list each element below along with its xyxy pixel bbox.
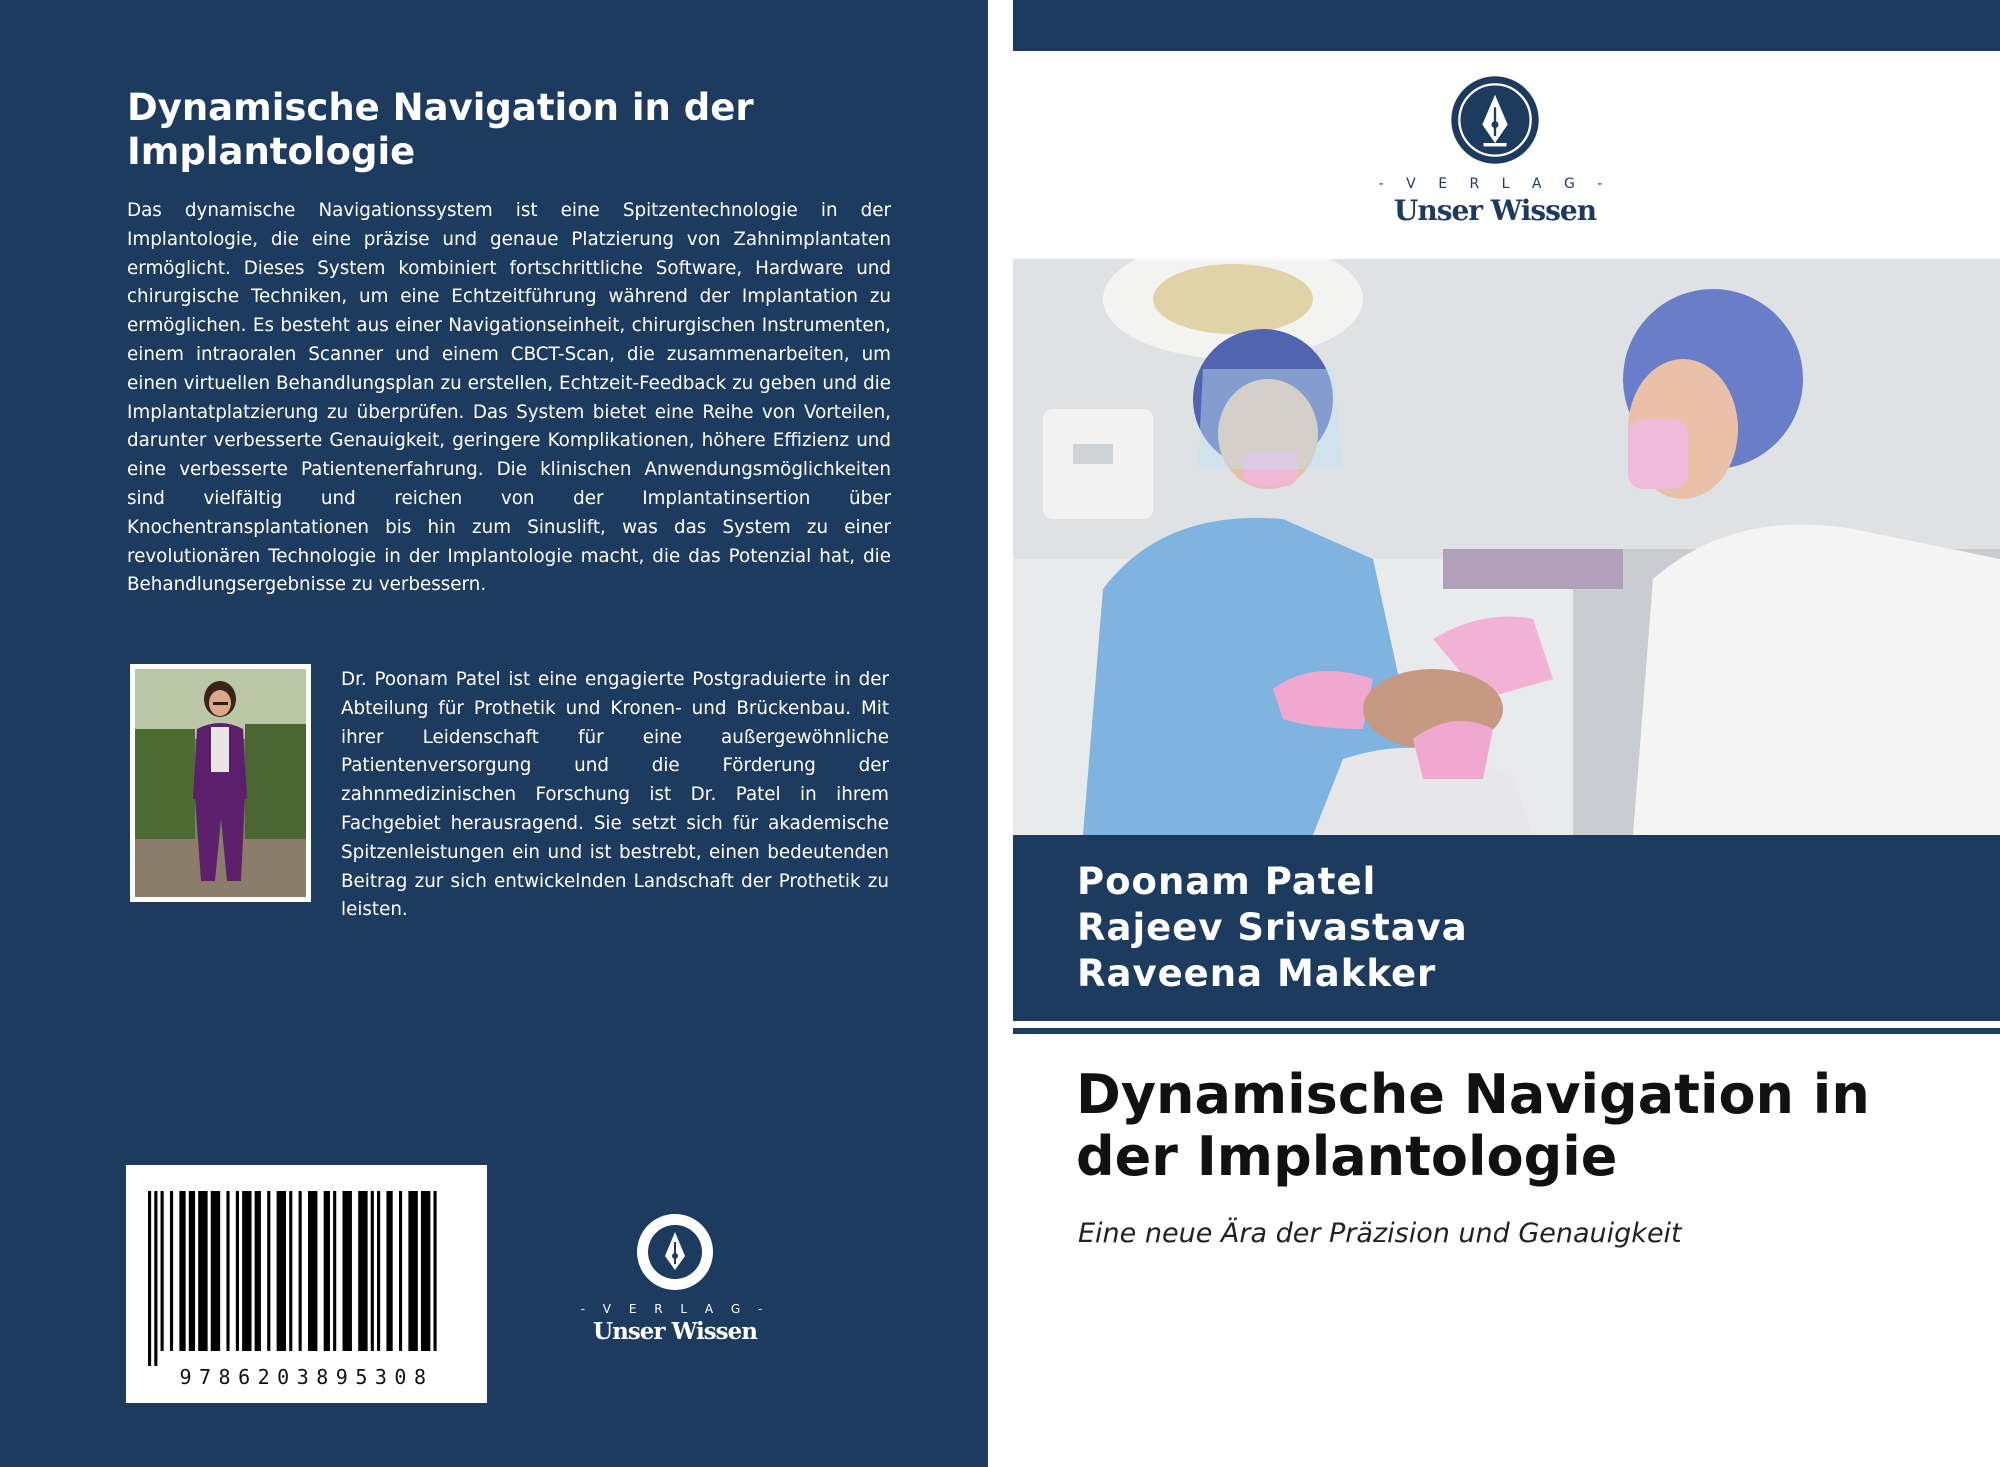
barcode-bar	[170, 1191, 173, 1351]
barcode-bar	[236, 1191, 239, 1351]
barcode-bar	[386, 1191, 392, 1351]
publisher-logo-front	[1375, 74, 1615, 227]
barcode-bar	[289, 1191, 292, 1351]
barcode-bar	[408, 1191, 417, 1351]
barcode-bar	[333, 1191, 336, 1351]
author-name: Raveena Makker	[1077, 952, 1437, 995]
barcode-bar	[277, 1191, 286, 1351]
cover-photo	[1013, 259, 2000, 835]
author-bio: Dr. Poonam Patel ist eine engagierte Postgraduierte in der Abteilung für Prothetik und Kronen- und Brückenbau. Mit ihrer Leidenschaft für eine außergewöhnliche Patientenversorgung und die Förderung der zahnmedizinischen Forschung ist Dr. Patel in ihrem Fachgebiet herausragend. Sie setzt sich für akademische Spitzenleistungen ein und ist bestrebt, einen bedeutenden Beitrag zur sich entwickelnden Landschaft der Prothetik zu leisten.	[341, 669, 889, 921]
book-subtitle: Eine neue Ära der Präzision und Genauigkeit	[1078, 1218, 1682, 1249]
barcode-bar	[179, 1191, 185, 1351]
publisher-verlag-label: - V E R L A G -	[580, 1302, 770, 1316]
barcode-bar	[433, 1191, 436, 1351]
barcode-bar	[358, 1191, 367, 1351]
book-title: Dynamische Navigation in der Implantologie	[1076, 1063, 1870, 1188]
barcode-bar	[148, 1191, 151, 1366]
back-cover-description: Das dynamische Navigationssystem ist eine Spitzentechnologie in der Implantologie, die eine präzise und genaue Platzierung von Zahnimplantaten ermöglicht. Dieses System kombiniert fortschrittliche Software, Hardware und chirurgische Techniken, um eine Echtzeitführung während der Implantation zu ermöglichen. Es besteht aus einer Navigationseinheit, chirurgischen Instrumenten, einem intraoralen Scanner und einem CBCT-Scan, die zusammenarbeiten, um einen virtuellen Behandlungsplan zu erstellen, Echtzeit-Feedback zu geben und die Implantatplatzierung zu überprüfen. Das System bietet eine Reihe von Vorteilen, darunter verbesserte Genauigkeit, geringere Komplikationen, höhere Effizienz und eine verbesserte Patientenerfahrung. Die klinischen Anwendungsmöglichkeiten sind vielfältig und reichen von der Implantatinsertion über Knochentransplantationen bis hin zum Sinuslift, was das System zu einer revolutionären Technologie in der Implantologie macht, die das Potenzial hat, die Behandlungsergebnisse zu verbessern.	[127, 200, 891, 596]
barcode-bars	[148, 1191, 468, 1366]
publisher-verlag-label: - V E R L A G -	[1378, 176, 1612, 192]
back-cover-title: Dynamische Navigation in der Implantologie	[127, 86, 754, 173]
barcode-bar	[226, 1191, 229, 1351]
fountain-pen-nib-icon	[635, 1212, 715, 1292]
barcode-bar	[154, 1191, 157, 1366]
isbn-number: 9786203895308	[179, 1365, 434, 1389]
publisher-logo-back	[580, 1212, 770, 1345]
authors-band	[1013, 835, 2000, 1021]
barcode-bar	[242, 1191, 251, 1351]
front-top-band	[1013, 0, 2000, 51]
barcode-bar	[161, 1191, 164, 1351]
author-photo	[130, 664, 311, 902]
author-name: Rajeev Srivastava	[1077, 906, 1468, 949]
isbn-barcode	[126, 1165, 487, 1403]
author-name: Poonam Patel	[1077, 860, 1377, 903]
barcode-bar	[267, 1191, 270, 1351]
back-cover	[0, 0, 988, 1467]
barcode-bar	[255, 1191, 261, 1351]
barcode-bar	[211, 1191, 220, 1351]
barcode-bar	[189, 1191, 195, 1351]
barcode-bar	[324, 1191, 330, 1351]
barcode-bar	[308, 1191, 317, 1351]
barcode-bar	[343, 1191, 352, 1351]
barcode-bar	[299, 1191, 302, 1351]
publisher-name: Unser Wissen	[1393, 194, 1597, 227]
publisher-name: Unser Wissen	[593, 1318, 757, 1345]
barcode-bar	[421, 1191, 430, 1351]
barcode-bar	[371, 1191, 374, 1351]
barcode-bar	[377, 1191, 380, 1351]
fountain-pen-nib-icon	[1449, 74, 1541, 166]
barcode-bar	[399, 1191, 402, 1351]
barcode-bar	[198, 1191, 207, 1351]
front-divider	[1013, 1028, 2000, 1034]
